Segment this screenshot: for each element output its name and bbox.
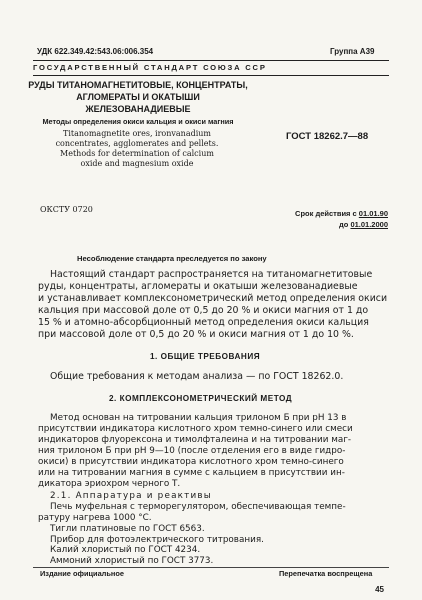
section-2-line-6: или на титровании магния в сумме с кальцием в присутствии ин- bbox=[38, 468, 345, 478]
equipment-line-6: Аммоний хлористый по ГОСТ 3773. bbox=[50, 556, 214, 566]
section-2-line-4: ния трилоном Б при pH 9—10 (после отделения его в виде гидро- bbox=[38, 446, 346, 456]
title-line-2: АГЛОМЕРАТЫ И ОКАТЫШИ bbox=[76, 92, 200, 102]
equipment-line-2: ратуру нагрева 1000 °С. bbox=[38, 513, 152, 523]
english-title-line-3: Methods for determination of calcium bbox=[60, 149, 214, 158]
section-1-heading: 1. ОБЩИЕ ТРЕБОВАНИЯ bbox=[150, 352, 261, 361]
equipment-line-4: Прибор для фотоэлектрического титрования. bbox=[50, 535, 264, 545]
title-line-1: РУДЫ ТИТАНОМАГНЕТИТОВЫЕ, КОНЦЕНТРАТЫ, bbox=[28, 80, 248, 90]
legal-warning: Несоблюдение стандарта преследуется по закону bbox=[77, 254, 267, 263]
title-subtitle: Методы определения окиси кальция и окиси магния bbox=[42, 117, 234, 126]
section-2-line-7: дикатора эриохром черного Т. bbox=[38, 479, 181, 489]
validity-from-date: 01.01.90 bbox=[358, 209, 388, 218]
section-2-line-5: окиси) в присутствии индикатора кислотного хром темно-синего bbox=[38, 457, 344, 467]
section-2-heading: 2. КОМПЛЕКСОНОМЕТРИЧЕСКИЙ МЕТОД bbox=[109, 394, 293, 403]
banner-rule bbox=[33, 75, 389, 76]
section-2-1-heading: 2.1. Аппаратура и реактивы bbox=[50, 491, 212, 501]
english-title-line-1: Titanomagnetite ores, ironvanadium bbox=[62, 129, 212, 138]
section-2-line-1: Метод основан на титровании кальция трилоном Б при pH 13 в bbox=[50, 413, 347, 423]
udk-code: УДК 622.349.42:543.06:006.354 bbox=[37, 47, 154, 56]
footer-official: Издание официальное bbox=[40, 569, 125, 578]
equipment-line-3: Тигли платиновые по ГОСТ 6563. bbox=[50, 524, 205, 534]
intro-line-3: и устанавливает комплексонометрический метод определения окиси bbox=[38, 293, 388, 304]
intro-line-5: 15 % и атомно-абсорбционный метод определения окиси кальция bbox=[38, 317, 369, 328]
section-2-line-2: присутствии индикатора кислотного хром темно-синего или смеси bbox=[38, 424, 353, 434]
validity-label: Срок действия bbox=[295, 209, 351, 218]
english-title-line-4: oxide and magnesium oxide bbox=[80, 159, 194, 168]
standard-banner: ГОСУДАРСТВЕННЫЙ СТАНДАРТ СОЮЗА ССР bbox=[33, 63, 267, 72]
validity-to-prefix: до bbox=[339, 220, 349, 229]
equipment-line-5: Калий хлористый по ГОСТ 4234. bbox=[50, 545, 201, 555]
intro-line-4: кальция при массовой доле от 0,5 до 20 % и окиси магния от 1 до bbox=[38, 305, 369, 316]
equipment-line-1: Печь муфельная с терморегулятором, обеспечивающая темпе- bbox=[50, 502, 346, 512]
english-title-line-2: concentrates, agglomerates and pellets. bbox=[55, 139, 219, 148]
validity-from-prefix: с bbox=[352, 209, 357, 218]
intro-line-6: при массовой доле от 0,5 до 20 % и окиси магния от 1 до 10 %. bbox=[38, 329, 354, 340]
page-number: 45 bbox=[375, 585, 384, 594]
section-2-line-3: индикаторов флуорексона и тимолфталеина и на титровании маг- bbox=[38, 435, 352, 445]
section-1-text: Общие требования к методам анализа — по ГОСТ 18262.0. bbox=[50, 371, 344, 382]
footer-reprint: Перепечатка воспрещена bbox=[279, 569, 373, 578]
intro-line-2: руды, концентраты, агломераты и окатыши железованадиевые bbox=[38, 281, 358, 292]
title-line-3: ЖЕЛЕЗОВАНАДИЕВЫЕ bbox=[85, 104, 191, 114]
footer-rule bbox=[33, 567, 389, 568]
group-code: Группа А39 bbox=[330, 47, 375, 56]
validity-to-date: 01.01.2000 bbox=[350, 220, 388, 229]
top-rule bbox=[33, 60, 389, 61]
validity-from bbox=[295, 208, 388, 219]
intro-line-1: Настоящий стандарт распространяется на титаномагнетитовые bbox=[50, 269, 373, 280]
okstu-code: ОКСТУ 0720 bbox=[40, 205, 93, 214]
gost-number: ГОСТ 18262.7—88 bbox=[286, 131, 369, 142]
validity-to bbox=[339, 219, 388, 230]
